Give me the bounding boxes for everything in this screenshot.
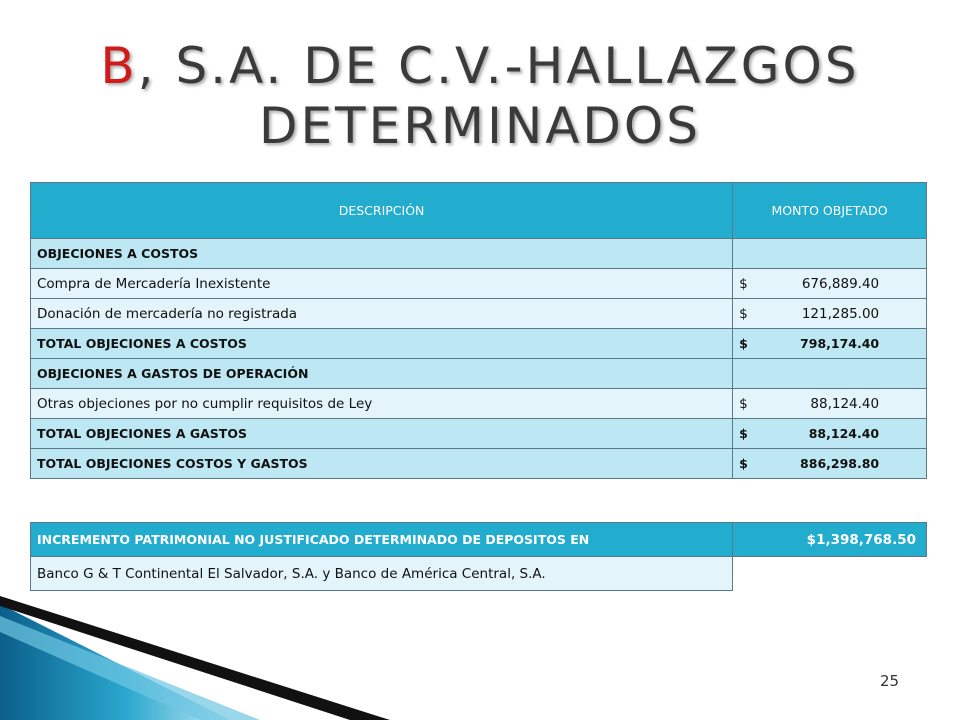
- title-accent: B: [100, 37, 138, 95]
- row-amount: $ 121,285.00: [733, 299, 927, 329]
- page-title: [40, 36, 920, 156]
- table-header-row: [31, 183, 927, 239]
- corner-decoration: [0, 592, 400, 720]
- row-amount: $ 88,124.40: [733, 389, 927, 419]
- row-amount: [733, 359, 927, 389]
- table-row: [31, 449, 927, 479]
- table-row: [31, 419, 927, 449]
- page-number: 25: [880, 672, 900, 690]
- row-amount: [733, 239, 927, 269]
- header-amount: MONTO OBJETADO: [733, 183, 927, 239]
- row-label: Donación de mercadería no registrada: [31, 299, 733, 329]
- increment-detail-row: [31, 557, 927, 591]
- row-label: TOTAL OBJECIONES A COSTOS: [31, 329, 733, 359]
- blank-cell: [733, 557, 927, 591]
- increment-detail: Banco G & T Continental El Salvador, S.A. y Banco de América Central, S.A.: [31, 557, 733, 591]
- row-label: OBJECIONES A COSTOS: [31, 239, 733, 269]
- table-row: [31, 389, 927, 419]
- row-label: OBJECIONES A GASTOS DE OPERACIÓN: [31, 359, 733, 389]
- increment-table: [30, 522, 927, 591]
- row-amount: $ 886,298.80: [733, 449, 927, 479]
- row-label: TOTAL OBJECIONES COSTOS Y GASTOS: [31, 449, 733, 479]
- row-amount: $ 676,889.40: [733, 269, 927, 299]
- table-row: [31, 239, 927, 269]
- table-row: [31, 269, 927, 299]
- row-amount: $ 798,174.40: [733, 329, 927, 359]
- findings-table: [30, 182, 927, 479]
- increment-row: [31, 523, 927, 557]
- increment-label: INCREMENTO PATRIMONIAL NO JUSTIFICADO DETERMINADO DE DEPOSITOS EN: [31, 523, 733, 557]
- row-label: Compra de Mercadería Inexistente: [31, 269, 733, 299]
- table-row: [31, 359, 927, 389]
- row-label: TOTAL OBJECIONES A GASTOS: [31, 419, 733, 449]
- table-row: [31, 329, 927, 359]
- row-label: Otras objeciones por no cumplir requisitos de Ley: [31, 389, 733, 419]
- title-text: , S.A. DE C.V.-HALLAZGOS DETERMINADOS: [137, 37, 860, 155]
- table-row: [31, 299, 927, 329]
- header-description: DESCRIPCIÓN: [31, 183, 733, 239]
- increment-value: $1,398,768.50: [733, 523, 927, 557]
- row-amount: $ 88,124.40: [733, 419, 927, 449]
